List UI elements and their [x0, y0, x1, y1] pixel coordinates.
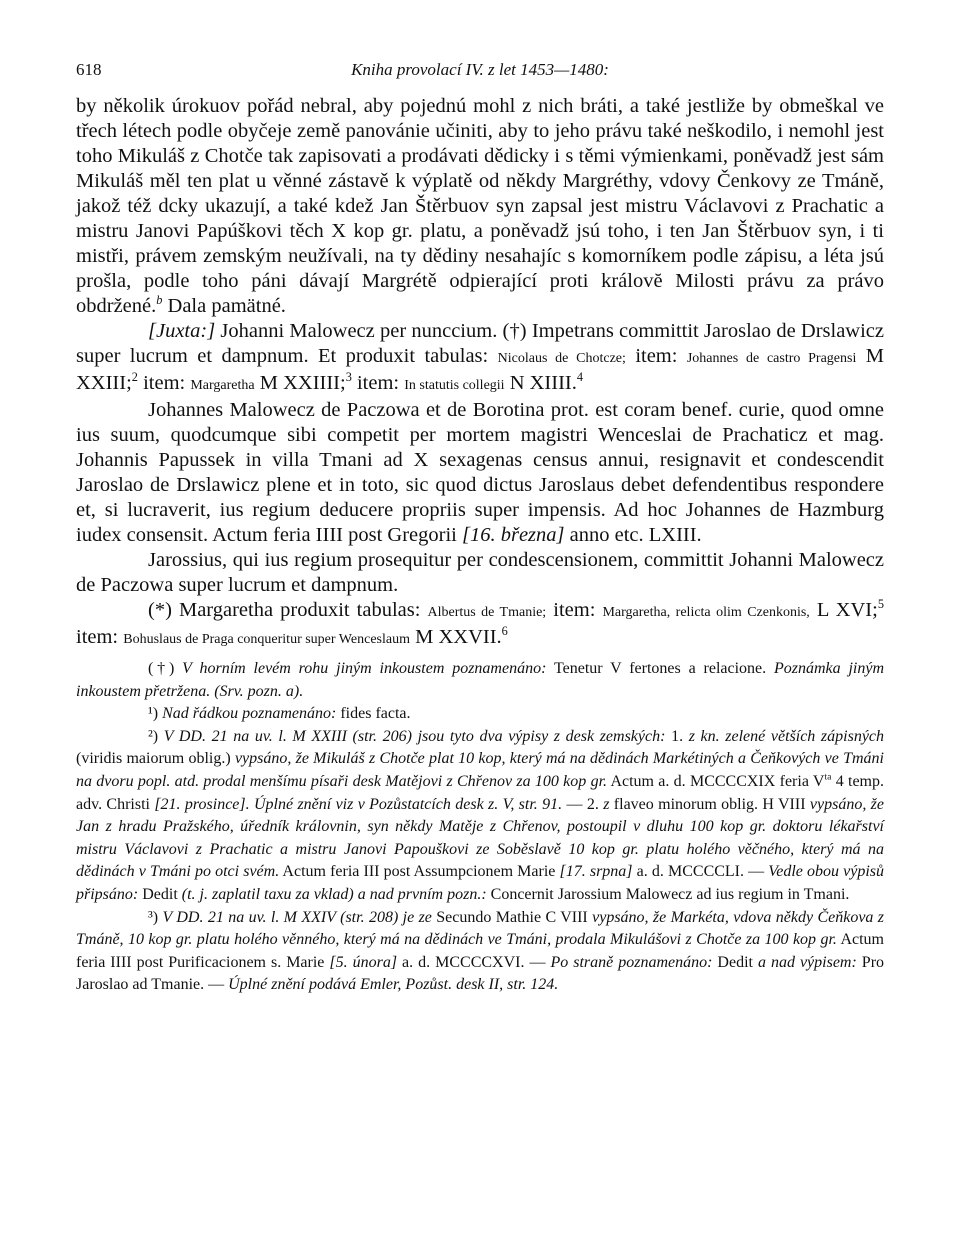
footnote-text: (t. j. zaplatil taxu za vklad) a nad prvním pozn.:: [181, 885, 487, 903]
tabula-7: Bohuslaus de Praga conqueritur super Wenceslaum: [123, 632, 410, 647]
footnote-text: Vedle obou výpisů připsáno:: [76, 863, 885, 903]
paragraph-4: Jarossius, qui ius regium prosequitur per condescensionem, committit Johanni Malowecz de Paczowa super lucrum et dampnum.: [76, 549, 884, 596]
item-label: item:: [137, 372, 191, 394]
footnote-text: Dedit: [712, 953, 758, 971]
footnote-ref-6: 6: [501, 624, 508, 639]
footnote-text: a nad výpisem:: [757, 953, 857, 971]
item-label: item:: [625, 345, 687, 367]
reference-2: M XXIIII;: [254, 372, 346, 394]
footnote-text: vypsáno, že Jan z hradu Pražského, úředník královnin, syn někdy Matěje z Chřenov, postoupil v dluhu 100 kop gr. doktoru lékařství mistru Václavovi z Prachatic a mistru Janovi Papouškovi ze Soběslavě 10 kop gr. platu holého věčného, který má na dědinách v Tmáni po otci svém.: [76, 795, 885, 881]
paragraph-3-text: Johannes Malowecz de Paczowa et de Borotina prot. est coram benef. curie, quod omne ius suum, quodcumque sibi competit per mortem magistri Wenceslai de Prachaticz et mag. Johannis Papussek in villa Tmani ad X sexagenas census annui, resignavit et condescendit Jaroslao de Drslawicz plene et in toto, sic quod dictus Jaroslaus debet defendentibus respondere et, si lucraverit, ius regium deducere propriis super impensis. Ad hoc Johannes de Hazmburg iudex consensit. Actum feria IIII post Gregorii: [76, 399, 884, 546]
paragraph-2-text: Johanni Malowecz per nunccium. (†) Impetrans committit Jaroslao de Drslawicz super lucrum et dampnum. Et produxit tabulas:: [76, 320, 884, 367]
document-page: [76, 60, 884, 997]
paragraph-1-text: by několik úrokuov pořád nebral, aby pojednú mohl z nich bráti, a také jestliže by obmeškal ve třech létech podle obyčeje země panovánie učiniti, aby to jeho právu také neškodilo, i nemohl jest toho Mikuláš z Chotče tak zapisovati a prodávati dědicky i s těmi výmienkami, poněvadž jest sám Mikuláš měl ten plat u věnné zástavě k výplatě od někdy Margréthy, vdovy Čenkovy ze Tmáně, jakož též dcky ukazují, a také kdež Jan Štěrbuov syn zapsal jest mistru Václavovi z Prachatic a mistru Janovi Papúškovi těch X kop gr. platu, a poněvadž jsú toho, i ten Jan Štěrbuov syn, i ti mistři, právem zemským neužívali, na ty dědiny nesahajíc s komorníkem podle zápisu, a léta jsú prošla, podle toho páni dávají Margrétě odpierající proti královĕ Milosti právu za právo obdržené.: [76, 95, 884, 317]
footnote-marker: ¹): [148, 705, 163, 723]
footnote-text: — 2.: [562, 795, 604, 813]
item-label: item:: [546, 599, 603, 621]
footnote-text: V horním levém rohu jiným inkoustem poznamenáno:: [182, 660, 547, 677]
main-text: [76, 94, 884, 652]
paragraph-1-end: Dala pamätné.: [162, 295, 286, 317]
footnote-text: [17. srpna]: [559, 863, 633, 881]
item-label: item:: [351, 372, 405, 394]
footnote-2: [76, 726, 884, 907]
paragraph-1: [76, 94, 884, 319]
footnote-text: V DD. 21 na uv. l. M XXIV (str. 208) je ze: [162, 908, 432, 926]
footnote-ref-4: 4: [576, 370, 584, 385]
paragraph-5-text: (*) Margaretha produxit tabulas:: [148, 599, 428, 621]
footnote-text: 1.: [665, 727, 689, 745]
footnote-text: Actum feria III post Assumpcionem Marie: [279, 863, 560, 881]
footnote-text: [5. února]: [329, 953, 398, 971]
footnote-ref-2: 2: [131, 370, 138, 385]
page-header: [76, 60, 884, 94]
footnote-ref-5: 5: [877, 597, 884, 612]
reference-3: N XIIII.: [504, 372, 577, 394]
footnote-marker: (†): [148, 660, 183, 677]
footnote-text: fides facta.: [336, 705, 411, 723]
footnote-text: vypsáno, že Mikuláš z Chotče plat 10 kop, který má na dědinách Markétiných a Čeňkových ve Tmáni na dvoru popl. atd. prodal menšímu písaři desk Matějovi z Chřenov za 100 kop gr.: [76, 750, 885, 790]
footnote-text: Actum a. d. MCCCCXIX feria V: [607, 772, 825, 790]
footnote-dagger: [76, 658, 884, 703]
footnote-text: a. d. MCCCCLI. —: [632, 863, 769, 881]
tabula-2: Johannes de castro Pragensi: [686, 351, 857, 366]
footnote-text: Poznámka jiným inkoustem přetržena. (Srv. pozn. a).: [76, 660, 885, 700]
footnote-text: Secundo Mathie C VIII: [431, 908, 593, 926]
footnote-text: V DD. 21 na uv. l. M XXIII (str. 206) jsou tyto dva výpisy z desk zemských:: [163, 727, 666, 745]
tabula-5: Albertus de Tmanie;: [427, 605, 547, 620]
item-label: item:: [76, 626, 124, 648]
footnote-text: Po straně poznamenáno:: [550, 953, 713, 971]
date-note: [16. března]: [461, 524, 565, 546]
tabula-6: Margaretha, relicta olim Czenkonis,: [602, 605, 810, 620]
paragraph-3-end: anno etc. LXIII.: [564, 524, 702, 546]
footnote-text: Actum feria IIII post Purificacionem s. Marie: [76, 931, 884, 971]
reference-4: L XVI;: [809, 599, 878, 621]
paragraph-3: [76, 398, 884, 548]
footnote-text: ta: [824, 771, 832, 783]
footnote-text: Nad řádkou poznamenáno:: [162, 705, 337, 723]
footnote-text: z: [603, 795, 610, 813]
tabula-3: Margaretha: [190, 378, 255, 393]
footnote-marker: ³): [148, 908, 163, 926]
footnotes: [76, 658, 884, 997]
footnote-text: Pro Jaroslao ad Tmanie. —: [76, 953, 885, 994]
paragraph-2: [76, 319, 884, 398]
reference-1: M XXIII;: [76, 345, 885, 394]
footnote-text: vypsáno, že Markéta, vdova někdy Čeňkova z Tmáně, 10 kop gr. platu holého věnného, který má na dědinách ve Tmáni, prodala Mikulášovi z Chotče za 100 kop gr.: [76, 908, 885, 949]
footnote-text: z kn. zelené větších zápisných: [688, 727, 885, 745]
juxta-label: [Juxta:]: [148, 320, 216, 342]
footnote-text: a. d. MCCCCXVI. —: [397, 953, 551, 971]
footnote-3: [76, 907, 884, 997]
footnote-text: Tenetur V fertones a relacione.: [546, 660, 774, 677]
footnote-text: (viridis maiorum oblig.): [76, 750, 235, 768]
footnote-ref-b: b: [156, 293, 163, 308]
tabula-1: Nicolaus de Chotcze;: [497, 351, 626, 366]
footnote-text: Úplné znění podává Emler, Pozůst. desk II, str. 124.: [228, 976, 559, 994]
footnote-text: [21. prosince]. Úplné znění viz v Pozůstatcích desk z. V, str. 91.: [154, 795, 563, 813]
tabula-4: In statutis collegii: [404, 378, 505, 393]
footnote-1: [76, 703, 884, 726]
footnote-text: Concernit Jarossium Malowecz ad ius regium in Tmani.: [486, 885, 850, 903]
footnote-ref-3: 3: [345, 370, 352, 385]
footnote-text: flaveo minorum oblig. H VIII: [609, 795, 810, 813]
footnote-marker: ²): [148, 727, 164, 745]
paragraph-5: [76, 598, 884, 652]
running-title: Kniha provolací IV. z let 1453—1480:: [351, 60, 609, 79]
page-number: 618: [76, 60, 102, 79]
footnote-text: 4 temp. adv. Christi: [76, 772, 884, 813]
footnote-text: Dedit: [138, 885, 182, 903]
reference-5: M XXVII.: [409, 626, 502, 648]
